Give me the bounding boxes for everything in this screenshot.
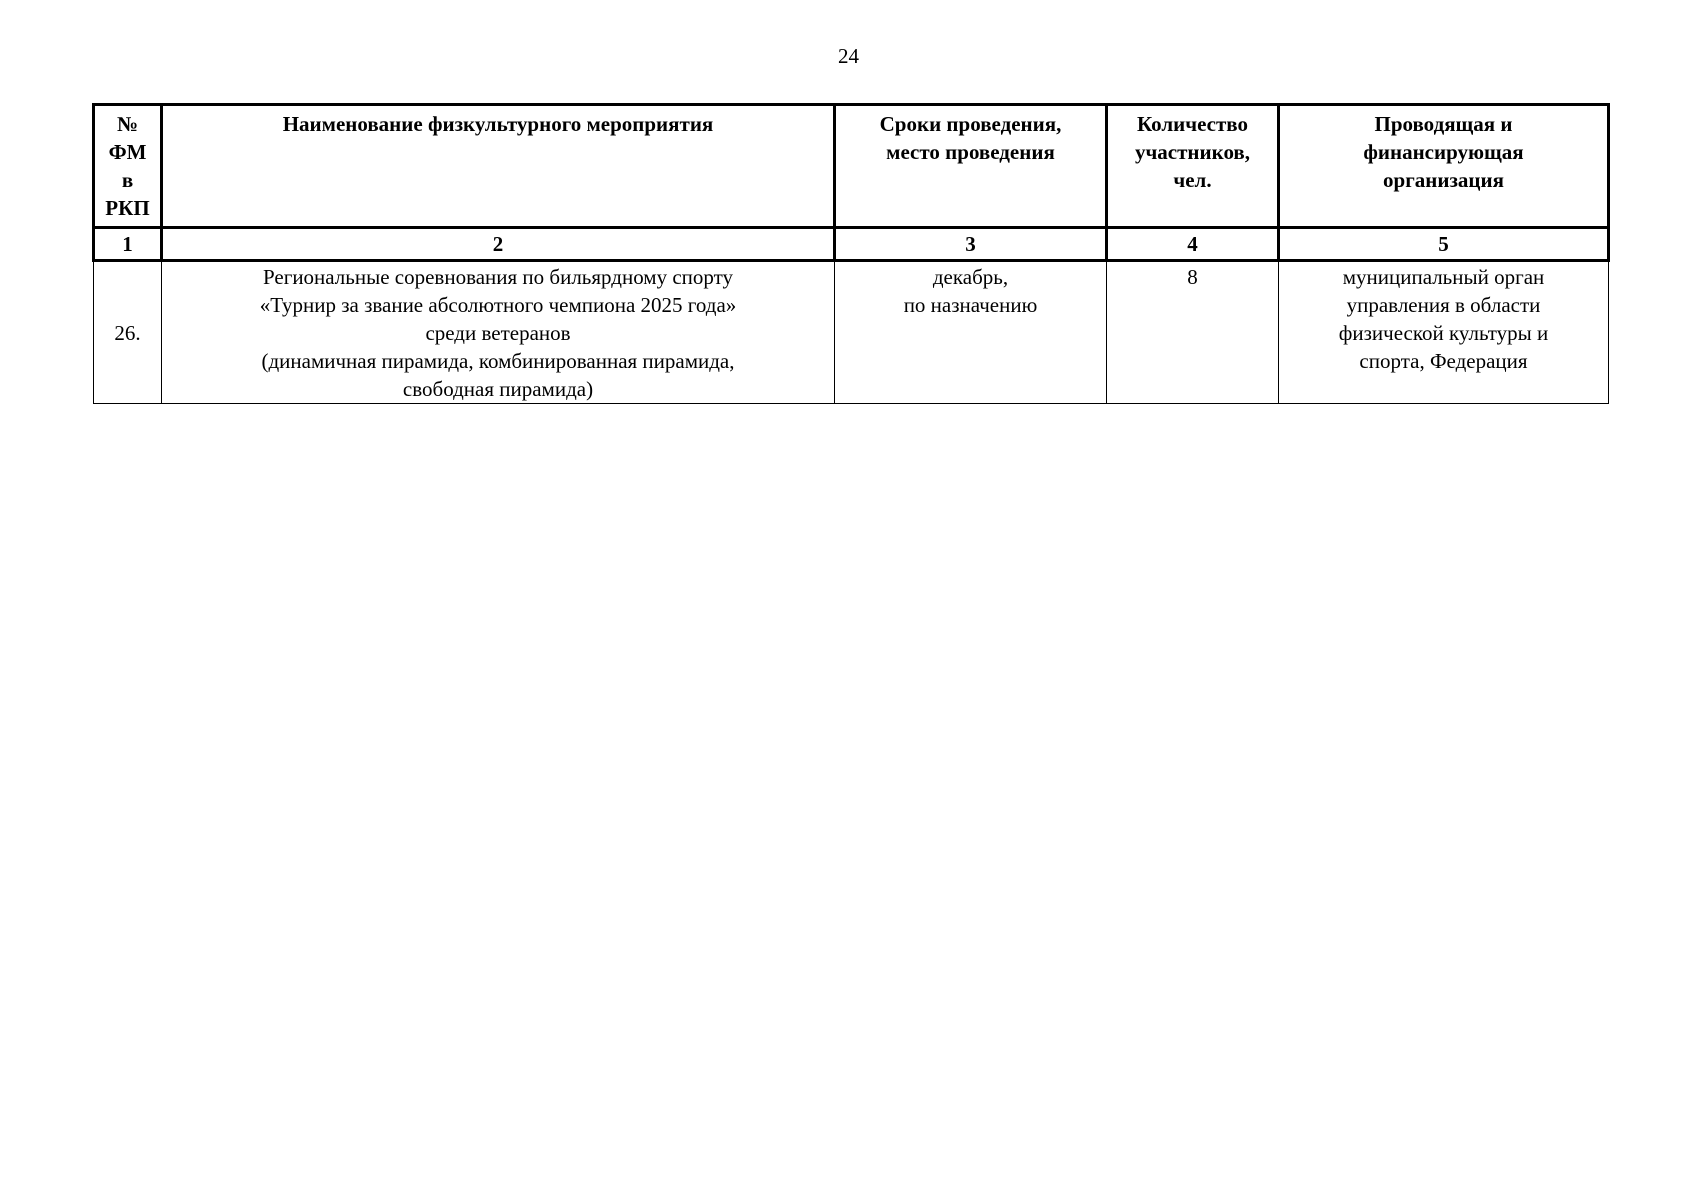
header-text: чел. xyxy=(1173,168,1212,192)
event-name-line: Региональные соревнования по бильярдному спорту xyxy=(262,265,734,289)
header-text: РКП xyxy=(105,196,150,220)
participants-cell: 8 xyxy=(1107,261,1279,404)
organization-cell xyxy=(1279,261,1609,404)
dates-place-line: декабрь, xyxy=(932,265,1009,289)
header-text: участников, xyxy=(1134,140,1251,164)
column-number-row xyxy=(94,228,1609,261)
header-organization xyxy=(1279,105,1609,228)
event-name-line: «Турнир за звание абсолютного чемпиона 2025 года» xyxy=(259,293,737,317)
column-number: 5 xyxy=(1279,228,1609,261)
header-text: № xyxy=(116,112,139,136)
event-name-line: среди ветеранов xyxy=(425,321,571,345)
row-number: 26. xyxy=(94,261,162,404)
column-number: 1 xyxy=(94,228,162,261)
column-number: 2 xyxy=(162,228,835,261)
header-text: место проведения xyxy=(886,140,1055,164)
events-table xyxy=(92,103,1610,404)
header-text: финансирующая xyxy=(1363,140,1524,164)
header-text: ФМ xyxy=(108,140,147,164)
header-text: Сроки проведения, xyxy=(879,112,1062,136)
header-dates-place xyxy=(835,105,1107,228)
event-name-cell xyxy=(162,261,835,404)
column-number: 3 xyxy=(835,228,1107,261)
event-name-line: свободная пирамида) xyxy=(402,377,594,401)
header-text: организация xyxy=(1383,168,1504,192)
table-header-row xyxy=(94,105,1609,228)
header-participants xyxy=(1107,105,1279,228)
header-text: Наименование физкультурного мероприятия xyxy=(282,112,714,136)
page-number: 24 xyxy=(838,44,859,68)
column-number: 4 xyxy=(1107,228,1279,261)
table-row xyxy=(94,261,1609,404)
event-name-line: (динамичная пирамида, комбинированная пирамида, xyxy=(261,349,735,373)
header-event-name xyxy=(162,105,835,228)
header-number xyxy=(94,105,162,228)
header-text: в xyxy=(121,168,134,192)
organization-line: спорта, Федерация xyxy=(1359,349,1528,373)
header-text: Проводящая и xyxy=(1374,112,1513,136)
dates-place-cell xyxy=(835,261,1107,404)
organization-line: муниципальный орган xyxy=(1342,265,1545,289)
organization-line: управления в области xyxy=(1346,293,1541,317)
header-text: Количество xyxy=(1136,112,1249,136)
dates-place-line: по назначению xyxy=(903,293,1038,317)
organization-line: физической культуры и xyxy=(1338,321,1549,345)
